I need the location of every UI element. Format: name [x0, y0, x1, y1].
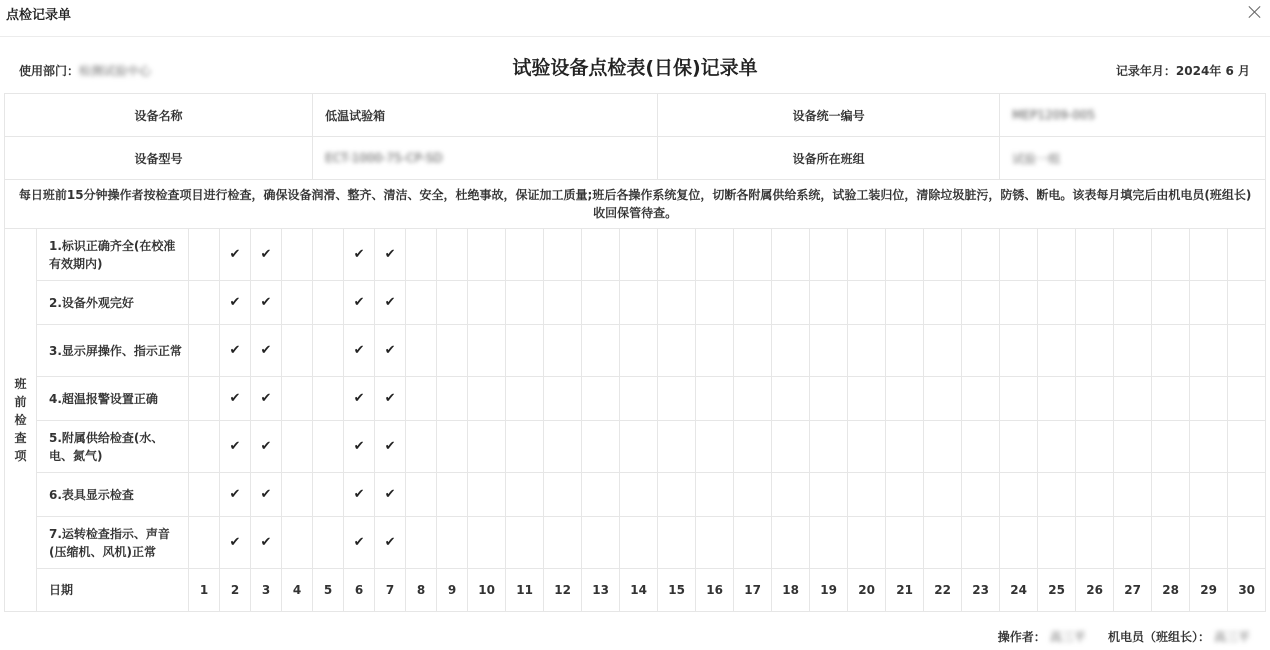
check-cell[interactable]: ✔	[344, 517, 375, 569]
check-cell[interactable]	[620, 281, 658, 325]
check-cell[interactable]	[437, 421, 468, 473]
check-cell[interactable]	[1000, 281, 1038, 325]
check-cell[interactable]	[468, 377, 506, 421]
check-item-row	[5, 473, 1266, 517]
equipment-team-label: 设备所在班组	[658, 137, 1000, 180]
check-cell[interactable]	[189, 377, 220, 421]
check-cell[interactable]	[810, 517, 848, 569]
check-cell[interactable]	[924, 377, 962, 421]
day-number: 12	[544, 569, 582, 612]
check-item-row	[5, 325, 1266, 377]
check-cell[interactable]	[1190, 517, 1228, 569]
check-cell[interactable]	[506, 325, 544, 377]
day-number: 7	[375, 569, 406, 612]
check-cell[interactable]	[1038, 377, 1076, 421]
check-cell[interactable]	[582, 229, 620, 281]
day-number: 16	[696, 569, 734, 612]
check-cell[interactable]	[189, 281, 220, 325]
day-number: 22	[924, 569, 962, 612]
check-cell[interactable]	[1190, 229, 1228, 281]
check-cell[interactable]	[282, 325, 313, 377]
check-cell[interactable]	[734, 281, 772, 325]
check-cell[interactable]	[620, 229, 658, 281]
check-cell[interactable]	[506, 473, 544, 517]
check-cell[interactable]	[582, 517, 620, 569]
check-cell[interactable]	[886, 421, 924, 473]
check-cell[interactable]	[544, 473, 582, 517]
check-cell[interactable]	[406, 229, 437, 281]
check-cell[interactable]	[189, 473, 220, 517]
check-cell[interactable]	[282, 377, 313, 421]
check-cell[interactable]: ✔	[251, 229, 282, 281]
check-cell[interactable]	[406, 421, 437, 473]
day-number: 17	[734, 569, 772, 612]
day-number: 24	[1000, 569, 1038, 612]
day-number: 19	[810, 569, 848, 612]
check-cell[interactable]	[544, 517, 582, 569]
check-cell[interactable]	[1038, 473, 1076, 517]
check-cell[interactable]	[506, 517, 544, 569]
check-cell[interactable]	[886, 473, 924, 517]
day-number: 3	[251, 569, 282, 612]
check-cell[interactable]: ✔	[375, 473, 406, 517]
check-cell[interactable]	[1038, 229, 1076, 281]
check-cell[interactable]	[1190, 377, 1228, 421]
check-cell[interactable]	[962, 377, 1000, 421]
dialog-title: 点检记录单	[6, 8, 72, 23]
check-cell[interactable]	[406, 473, 437, 517]
equipment-name-label: 设备名称	[5, 94, 313, 137]
check-cell[interactable]	[1114, 473, 1152, 517]
check-cell[interactable]	[313, 473, 344, 517]
equipment-team-value: 试验一组	[1000, 137, 1266, 180]
day-number: 20	[848, 569, 886, 612]
department-value: 检测试验中心	[79, 64, 152, 78]
check-cell[interactable]	[924, 229, 962, 281]
check-cell[interactable]	[620, 517, 658, 569]
day-number: 26	[1076, 569, 1114, 612]
check-cell[interactable]	[1228, 421, 1266, 473]
check-cell[interactable]	[468, 473, 506, 517]
check-cell[interactable]	[1228, 325, 1266, 377]
check-cell[interactable]	[658, 517, 696, 569]
check-cell[interactable]	[506, 377, 544, 421]
check-cell[interactable]	[734, 325, 772, 377]
check-cell[interactable]	[734, 229, 772, 281]
check-cell[interactable]	[1076, 517, 1114, 569]
check-cell[interactable]	[1152, 517, 1190, 569]
check-cell[interactable]	[658, 473, 696, 517]
check-cell[interactable]	[848, 421, 886, 473]
check-cell[interactable]	[772, 517, 810, 569]
check-item-row	[5, 377, 1266, 421]
check-cell[interactable]	[437, 325, 468, 377]
check-cell[interactable]: ✔	[375, 421, 406, 473]
check-cell[interactable]	[582, 377, 620, 421]
check-cell[interactable]: ✔	[220, 517, 251, 569]
day-number: 25	[1038, 569, 1076, 612]
check-cell[interactable]	[1076, 473, 1114, 517]
check-item-label: 5.附属供给检查(水、电、氮气)	[37, 421, 189, 473]
check-cell[interactable]	[1038, 517, 1076, 569]
check-cell[interactable]	[772, 281, 810, 325]
record-date: 记录年月：2024年 6 月	[1115, 64, 1250, 78]
section-label: 班前检查项	[5, 229, 37, 612]
check-cell[interactable]	[1228, 229, 1266, 281]
check-cell[interactable]	[1000, 325, 1038, 377]
check-cell[interactable]	[886, 325, 924, 377]
check-cell[interactable]	[696, 377, 734, 421]
check-cell[interactable]	[406, 325, 437, 377]
check-cell[interactable]	[772, 421, 810, 473]
inspection-description: 每日班前15分钟操作者按检查项目进行检查，确保设备润滑、整齐、清洁、安全，杜绝事故，保证加工质量;班后各操作系统复位，切断各附属供给系统，试验工装归位，清除垃圾脏污，防锈、断电。该表每月填完后由机电员(班组长)收回保管待查。	[5, 180, 1266, 229]
check-cell[interactable]: ✔	[344, 325, 375, 377]
check-item-label: 1.标识正确齐全(在校准有效期内)	[37, 229, 189, 281]
check-cell[interactable]	[620, 377, 658, 421]
check-cell[interactable]	[1000, 473, 1038, 517]
check-cell[interactable]	[189, 421, 220, 473]
check-cell[interactable]	[282, 473, 313, 517]
check-cell[interactable]	[544, 281, 582, 325]
check-cell[interactable]: ✔	[251, 325, 282, 377]
day-number: 10	[468, 569, 506, 612]
check-cell[interactable]	[1114, 229, 1152, 281]
check-cell[interactable]: ✔	[220, 325, 251, 377]
check-cell[interactable]	[406, 517, 437, 569]
check-cell[interactable]	[886, 517, 924, 569]
check-cell[interactable]	[282, 229, 313, 281]
check-cell[interactable]	[1000, 421, 1038, 473]
check-cell[interactable]	[1114, 377, 1152, 421]
check-cell[interactable]	[189, 229, 220, 281]
check-cell[interactable]	[924, 281, 962, 325]
check-cell[interactable]	[544, 325, 582, 377]
check-cell[interactable]	[189, 517, 220, 569]
check-cell[interactable]	[406, 281, 437, 325]
check-cell[interactable]	[582, 473, 620, 517]
check-cell[interactable]	[810, 325, 848, 377]
check-cell[interactable]	[620, 325, 658, 377]
day-number: 14	[620, 569, 658, 612]
check-cell[interactable]	[696, 473, 734, 517]
check-cell[interactable]	[544, 377, 582, 421]
check-cell[interactable]	[1038, 325, 1076, 377]
check-cell[interactable]	[620, 421, 658, 473]
check-cell[interactable]	[924, 421, 962, 473]
check-cell[interactable]	[1076, 325, 1114, 377]
check-cell[interactable]: ✔	[251, 421, 282, 473]
check-cell[interactable]: ✔	[220, 421, 251, 473]
check-cell[interactable]	[1190, 473, 1228, 517]
check-cell[interactable]	[282, 421, 313, 473]
equipment-id-value: MEP1209-005	[1000, 94, 1266, 137]
day-number: 29	[1190, 569, 1228, 612]
check-cell[interactable]	[1152, 325, 1190, 377]
check-cell[interactable]	[962, 325, 1000, 377]
check-cell[interactable]	[848, 473, 886, 517]
check-cell[interactable]	[658, 377, 696, 421]
check-cell[interactable]	[313, 421, 344, 473]
check-cell[interactable]	[696, 281, 734, 325]
check-cell[interactable]	[848, 229, 886, 281]
check-item-row	[5, 229, 1266, 281]
check-cell[interactable]	[924, 473, 962, 517]
check-cell[interactable]	[886, 281, 924, 325]
check-cell[interactable]	[810, 229, 848, 281]
check-cell[interactable]	[658, 281, 696, 325]
check-cell[interactable]	[658, 421, 696, 473]
check-cell[interactable]	[772, 325, 810, 377]
check-cell[interactable]: ✔	[251, 517, 282, 569]
check-cell[interactable]	[1076, 281, 1114, 325]
day-number: 1	[189, 569, 220, 612]
check-cell[interactable]	[734, 421, 772, 473]
check-cell[interactable]	[1152, 281, 1190, 325]
check-cell[interactable]	[962, 473, 1000, 517]
check-cell[interactable]	[734, 473, 772, 517]
check-cell[interactable]	[1076, 377, 1114, 421]
check-cell[interactable]	[582, 281, 620, 325]
check-cell[interactable]	[886, 229, 924, 281]
day-number: 18	[772, 569, 810, 612]
check-cell[interactable]: ✔	[344, 421, 375, 473]
check-cell[interactable]	[658, 229, 696, 281]
check-cell[interactable]	[1114, 517, 1152, 569]
check-cell[interactable]	[696, 229, 734, 281]
check-cell[interactable]: ✔	[344, 473, 375, 517]
check-cell[interactable]	[313, 281, 344, 325]
check-cell[interactable]	[658, 325, 696, 377]
check-cell[interactable]	[1152, 377, 1190, 421]
document-title: 试验设备点检表(日保)记录单	[512, 57, 758, 79]
check-cell[interactable]	[1076, 229, 1114, 281]
check-cell[interactable]	[1000, 229, 1038, 281]
check-cell[interactable]	[437, 377, 468, 421]
day-number: 8	[406, 569, 437, 612]
check-cell[interactable]	[810, 473, 848, 517]
check-cell[interactable]: ✔	[251, 281, 282, 325]
check-item-label: 6.表具显示检查	[37, 473, 189, 517]
description-row	[5, 180, 1266, 229]
check-cell[interactable]	[468, 517, 506, 569]
check-cell[interactable]	[962, 229, 1000, 281]
check-cell[interactable]	[582, 421, 620, 473]
day-number: 4	[282, 569, 313, 612]
check-cell[interactable]	[810, 281, 848, 325]
day-number: 21	[886, 569, 924, 612]
mech-label: 机电员（班组长）：	[1107, 630, 1210, 644]
day-number: 2	[220, 569, 251, 612]
check-cell[interactable]	[772, 229, 810, 281]
dialog-titlebar	[0, 0, 1270, 37]
check-cell[interactable]	[848, 377, 886, 421]
check-cell[interactable]	[962, 517, 1000, 569]
check-cell[interactable]	[1114, 281, 1152, 325]
check-cell[interactable]	[313, 377, 344, 421]
check-cell[interactable]	[437, 229, 468, 281]
day-number: 23	[962, 569, 1000, 612]
check-cell[interactable]	[620, 473, 658, 517]
check-cell[interactable]: ✔	[375, 517, 406, 569]
check-cell[interactable]	[1114, 421, 1152, 473]
check-item-label: 4.超温报警设置正确	[37, 377, 189, 421]
check-cell[interactable]	[189, 325, 220, 377]
check-cell[interactable]	[734, 517, 772, 569]
check-cell[interactable]: ✔	[375, 281, 406, 325]
check-cell[interactable]	[696, 421, 734, 473]
check-item-row	[5, 421, 1266, 473]
check-cell[interactable]	[1000, 517, 1038, 569]
check-cell[interactable]	[1190, 281, 1228, 325]
check-cell[interactable]: ✔	[375, 229, 406, 281]
check-cell[interactable]	[924, 325, 962, 377]
operator-value: 高三平	[1049, 630, 1086, 644]
check-cell[interactable]: ✔	[375, 325, 406, 377]
check-cell[interactable]: ✔	[344, 377, 375, 421]
check-cell[interactable]	[1038, 281, 1076, 325]
inspection-table	[4, 93, 1266, 612]
day-number: 11	[506, 569, 544, 612]
check-cell[interactable]: ✔	[251, 377, 282, 421]
check-cell[interactable]	[886, 377, 924, 421]
department-label: 使用部门：	[19, 64, 80, 78]
check-cell[interactable]	[506, 281, 544, 325]
check-cell[interactable]	[437, 517, 468, 569]
check-cell[interactable]: ✔	[220, 229, 251, 281]
check-cell[interactable]	[1228, 377, 1266, 421]
check-cell[interactable]	[506, 421, 544, 473]
check-cell[interactable]	[506, 229, 544, 281]
check-cell[interactable]	[1152, 421, 1190, 473]
signature-footer	[994, 628, 1250, 645]
check-cell[interactable]	[772, 473, 810, 517]
check-cell[interactable]: ✔	[251, 473, 282, 517]
check-cell[interactable]	[1228, 281, 1266, 325]
check-cell[interactable]	[962, 421, 1000, 473]
close-icon[interactable]	[1248, 5, 1262, 19]
check-cell[interactable]	[734, 377, 772, 421]
info-row-model	[5, 137, 1266, 180]
check-cell[interactable]	[313, 325, 344, 377]
day-number: 28	[1152, 569, 1190, 612]
day-number: 9	[437, 569, 468, 612]
day-number: 5	[313, 569, 344, 612]
check-cell[interactable]	[1076, 421, 1114, 473]
document-header	[0, 37, 1270, 94]
check-cell[interactable]	[696, 325, 734, 377]
check-cell[interactable]	[1000, 377, 1038, 421]
check-cell[interactable]	[848, 325, 886, 377]
check-cell[interactable]: ✔	[344, 281, 375, 325]
check-cell[interactable]	[772, 377, 810, 421]
mech-value: 高三平	[1213, 630, 1250, 644]
check-cell[interactable]	[848, 517, 886, 569]
check-cell[interactable]	[406, 377, 437, 421]
date-label: 日期	[37, 569, 189, 612]
check-cell[interactable]	[810, 377, 848, 421]
check-cell[interactable]	[468, 325, 506, 377]
check-cell[interactable]	[313, 229, 344, 281]
day-number: 15	[658, 569, 696, 612]
check-cell[interactable]	[282, 517, 313, 569]
info-row-name	[5, 94, 1266, 137]
day-number: 30	[1228, 569, 1266, 612]
check-cell[interactable]	[848, 281, 886, 325]
check-cell[interactable]	[313, 517, 344, 569]
check-cell[interactable]	[468, 281, 506, 325]
date-row	[5, 569, 1266, 612]
check-cell[interactable]	[1114, 325, 1152, 377]
check-cell[interactable]	[1152, 229, 1190, 281]
check-item-row	[5, 281, 1266, 325]
equipment-model-label: 设备型号	[5, 137, 313, 180]
check-cell[interactable]	[1190, 421, 1228, 473]
check-cell[interactable]	[544, 421, 582, 473]
check-cell[interactable]	[544, 229, 582, 281]
check-item-label: 2.设备外观完好	[37, 281, 189, 325]
check-cell[interactable]: ✔	[220, 377, 251, 421]
day-number: 13	[582, 569, 620, 612]
day-number: 27	[1114, 569, 1152, 612]
day-number: 6	[344, 569, 375, 612]
check-cell[interactable]: ✔	[344, 229, 375, 281]
check-cell[interactable]	[1152, 473, 1190, 517]
check-cell[interactable]	[282, 281, 313, 325]
check-cell[interactable]: ✔	[220, 473, 251, 517]
check-cell[interactable]: ✔	[375, 377, 406, 421]
check-cell[interactable]	[1038, 421, 1076, 473]
check-cell[interactable]	[468, 229, 506, 281]
check-cell[interactable]	[810, 421, 848, 473]
check-item-label: 7.运转检查指示、声音(压缩机、风机)正常	[37, 517, 189, 569]
equipment-id-label: 设备统一编号	[658, 94, 1000, 137]
check-cell[interactable]: ✔	[220, 281, 251, 325]
check-item-label: 3.显示屏操作、指示正常	[37, 325, 189, 377]
operator-label: 操作者：	[997, 630, 1046, 644]
check-cell[interactable]	[437, 473, 468, 517]
check-cell[interactable]	[962, 281, 1000, 325]
check-cell[interactable]	[696, 517, 734, 569]
check-cell[interactable]	[1228, 517, 1266, 569]
equipment-name-value: 低温试验箱	[313, 94, 658, 137]
check-cell[interactable]	[437, 281, 468, 325]
check-cell[interactable]	[1190, 325, 1228, 377]
check-cell[interactable]	[582, 325, 620, 377]
check-cell[interactable]	[1228, 473, 1266, 517]
equipment-model-value: ECT-1000-75-CP-SD	[313, 137, 658, 180]
check-cell[interactable]	[468, 421, 506, 473]
check-item-row	[5, 517, 1266, 569]
check-cell[interactable]	[924, 517, 962, 569]
